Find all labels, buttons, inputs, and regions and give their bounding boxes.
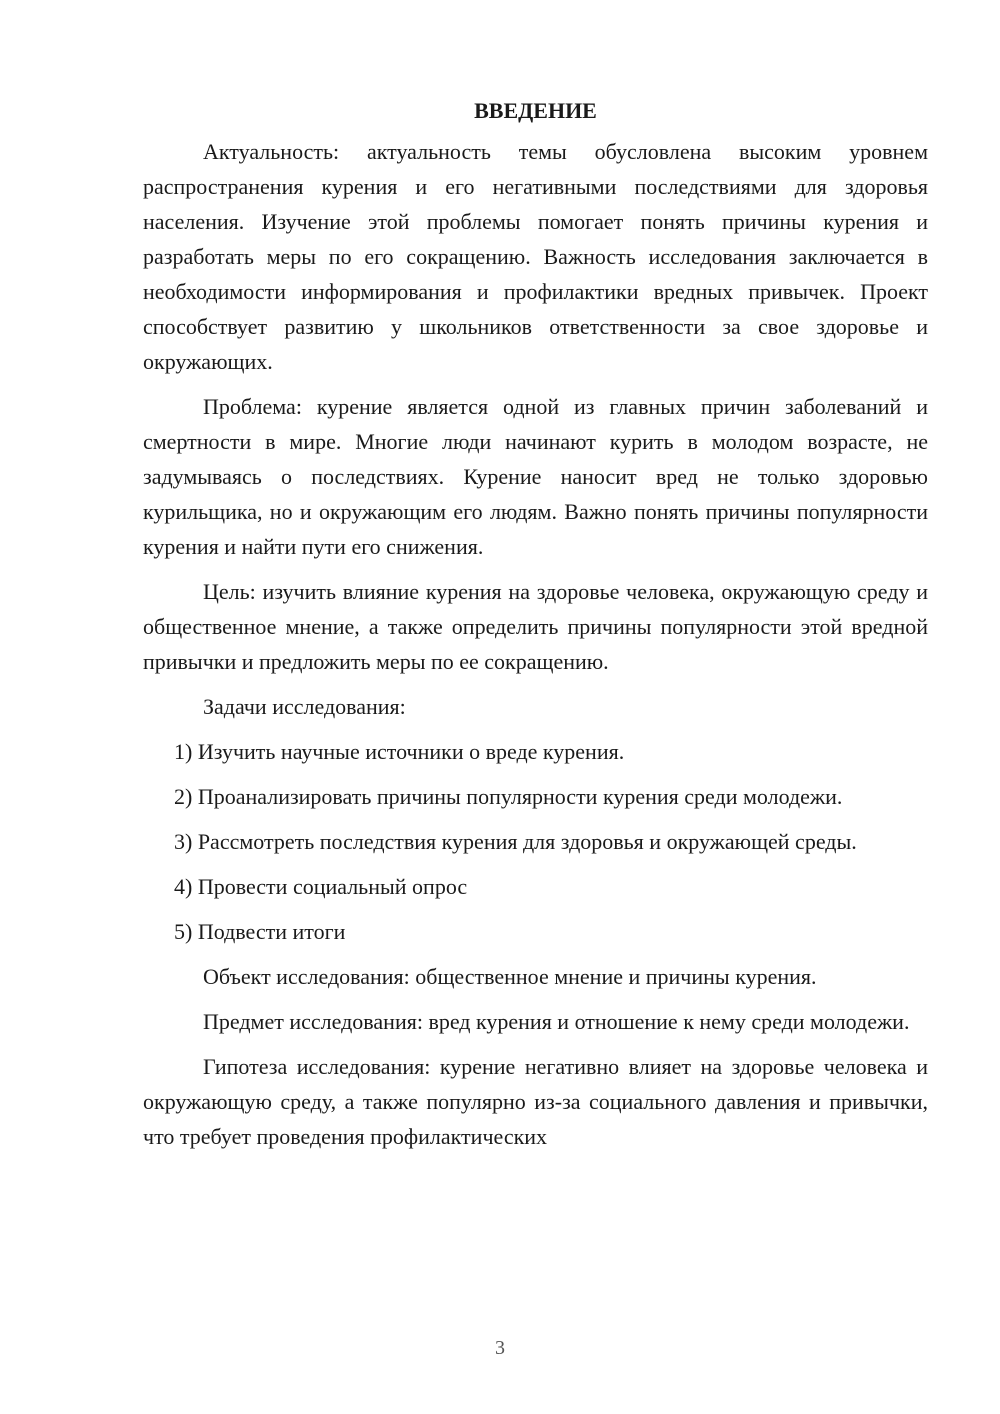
task-item-1: 1) Изучить научные источники о вреде курения. bbox=[174, 739, 625, 764]
task-item-4: 4) Провести социальный опрос bbox=[174, 874, 468, 899]
paragraph-hypothesis: Гипотеза исследования: курение негативно влияет на здоровье человека и окружающую среду, а также популярно из-за социального давления и привычки, что требует проведения профилактических bbox=[143, 1054, 928, 1149]
tasks-title: Задачи исследования: bbox=[203, 694, 406, 719]
page-number: 3 bbox=[495, 1337, 505, 1359]
paragraph-subject: Предмет исследования: вред курения и отношение к нему среди молодежи. bbox=[203, 1009, 910, 1034]
section-heading: ВВЕДЕНИЕ bbox=[474, 98, 597, 123]
task-item-2: 2) Проанализировать причины популярности курения среди молодежи. bbox=[174, 784, 843, 809]
paragraph-object: Объект исследования: общественное мнение и причины курения. bbox=[203, 964, 817, 989]
page-content bbox=[143, 93, 928, 1164]
task-item-5: 5) Подвести итоги bbox=[174, 919, 346, 944]
paragraph-goal: Цель: изучить влияние курения на здоровье человека, окружающую среду и общественное мнение, а также определить причины популярности этой вредной привычки и предложить меры по ее сокращению. bbox=[143, 579, 928, 674]
task-item-3: 3) Рассмотреть последствия курения для здоровья и окружающей среды. bbox=[174, 829, 857, 854]
paragraph-problem: Проблема: курение является одной из главных причин заболеваний и смертности в мире. Многие люди начинают курить в молодом возрасте, не задумываясь о последствиях. Курение наносит вред не только здоровью курильщика, но и окружающим его людям. Важно понять причины популярности курения и найти пути его снижения. bbox=[143, 394, 928, 559]
paragraph-relevance: Актуальность: актуальность темы обусловлена высоким уровнем распространения курения и его негативными последствиями для здоровья населения. Изучение этой проблемы помогает понять причины курения и разработать меры по его сокращению. Важность исследования заключается в необходимости информирования и профилактики вредных привычек. Проект способствует развитию у школьников ответственности за свое здоровье и окружающих. bbox=[143, 139, 928, 374]
